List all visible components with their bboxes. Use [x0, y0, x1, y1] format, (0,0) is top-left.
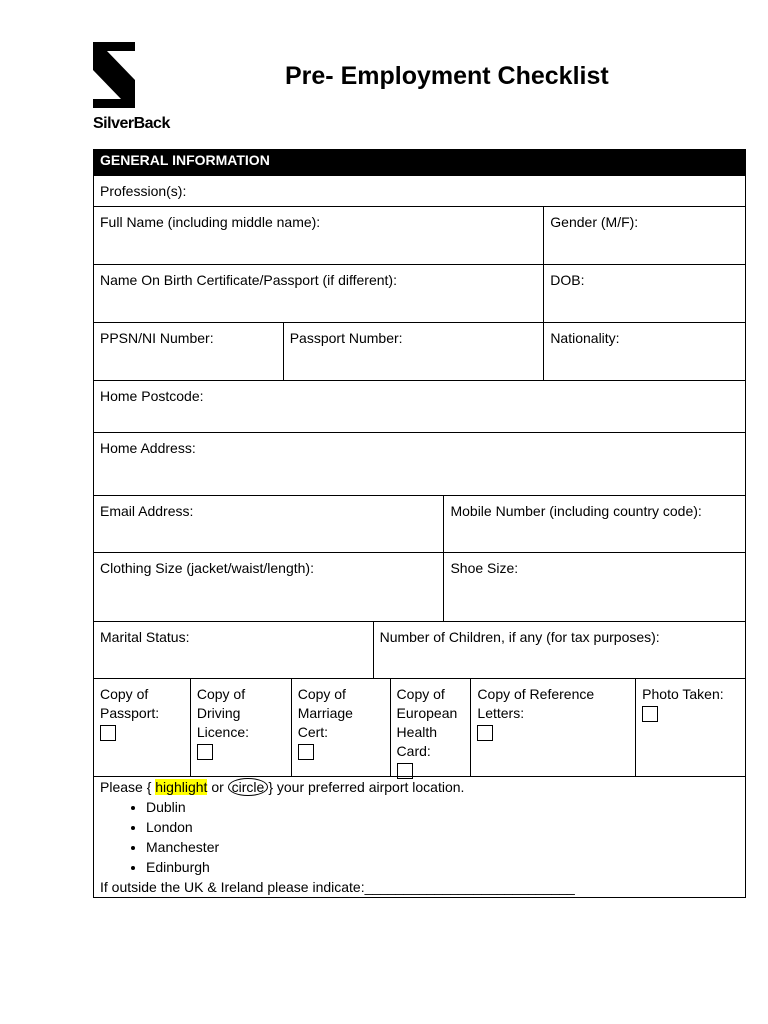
- marital-status-field[interactable]: [94, 622, 374, 678]
- doc-label-line: Copy of: [100, 686, 149, 702]
- airport-list: [100, 797, 739, 877]
- doc-marriage-cert: [292, 679, 391, 776]
- doc-label-line: Card:: [396, 743, 431, 759]
- airport-option-manchester[interactable]: • Manchester: [146, 837, 739, 857]
- home-postcode-field[interactable]: [94, 381, 746, 432]
- instruction-suffix: } your preferred airport location.: [268, 779, 465, 795]
- passport-checkbox[interactable]: [100, 725, 116, 741]
- dob-field[interactable]: [544, 265, 746, 322]
- doc-label-line: Licence:: [196, 724, 250, 740]
- doc-label-line: Health: [396, 724, 438, 740]
- ppsn-label: PPSN/NI Number:: [100, 330, 214, 346]
- dob-label: DOB:: [550, 272, 585, 288]
- doc-label-line: Marriage: [297, 705, 353, 721]
- doc-photo-taken: [636, 679, 746, 776]
- children-field[interactable]: [374, 622, 746, 678]
- silverback-logo-icon: [93, 42, 135, 108]
- doc-label-line: Letters:: [477, 705, 525, 721]
- doc-label-line: Photo Taken:: [642, 686, 724, 702]
- doc-label-line: Copy of Reference: [477, 686, 595, 702]
- doc-label-line: Passport:: [100, 705, 160, 721]
- doc-passport: [94, 679, 191, 776]
- instruction-prefix: Please {: [100, 779, 152, 795]
- home-address-label: Home Address:: [100, 440, 196, 456]
- home-address-field[interactable]: [94, 433, 746, 495]
- gender-label: Gender (M/F):: [550, 214, 639, 230]
- doc-reference-letters: [471, 679, 636, 776]
- or-word: or: [211, 779, 224, 795]
- outside-uk-line: [100, 877, 739, 897]
- marriage-cert-checkbox[interactable]: [298, 744, 314, 760]
- mobile-label: Mobile Number (including country code):: [450, 503, 702, 519]
- doc-label-line: Copy of: [396, 686, 445, 702]
- home-postcode-label: Home Postcode:: [100, 388, 204, 404]
- airport-option-edinburgh[interactable]: • Edinburgh: [146, 857, 739, 877]
- doc-label-line: European: [396, 705, 458, 721]
- logo-text: SilverBack: [93, 115, 170, 132]
- nationality-label: Nationality:: [550, 330, 620, 346]
- airport-section: [93, 777, 746, 898]
- outside-uk-prompt: If outside the UK & Ireland please indicate:: [100, 879, 365, 895]
- doc-label-line: Driving: [196, 705, 241, 721]
- full-name-label: Full Name (including middle name):: [100, 214, 321, 230]
- reference-letters-checkbox[interactable]: [477, 725, 493, 741]
- doc-label-line: Copy of: [297, 686, 346, 702]
- doc-label-line: Copy of: [196, 686, 246, 702]
- airport-option-dublin[interactable]: • Dublin: [146, 797, 739, 817]
- clothing-size-field[interactable]: [94, 553, 444, 621]
- section-header: GENERAL INFORMATION: [93, 149, 746, 176]
- circle-word: circle: [228, 778, 269, 796]
- airport-instruction: [100, 777, 739, 797]
- gender-field[interactable]: [544, 207, 746, 264]
- profession-label: Profession(s):: [100, 183, 187, 199]
- highlight-word: highlight: [155, 779, 208, 795]
- full-name-field[interactable]: [94, 207, 544, 264]
- shoe-size-label: Shoe Size:: [450, 560, 519, 576]
- clothing-size-label: Clothing Size (jacket/waist/length):: [100, 560, 314, 576]
- doc-label-line: Cert:: [297, 724, 329, 740]
- ppsn-field[interactable]: [94, 323, 284, 380]
- shoe-size-field[interactable]: [444, 553, 746, 621]
- page-title: Pre- Employment Checklist: [285, 62, 609, 90]
- outside-uk-blank[interactable]: ___________________________: [364, 879, 575, 895]
- passport-number-field[interactable]: [284, 323, 545, 380]
- checklist-form: [93, 149, 746, 898]
- birth-name-field[interactable]: [94, 265, 544, 322]
- email-field[interactable]: [94, 496, 444, 552]
- doc-health-card: [391, 679, 472, 776]
- birth-name-label: Name On Birth Certificate/Passport (if different):: [100, 272, 397, 288]
- passport-number-label: Passport Number:: [289, 330, 403, 346]
- doc-driving-licence: [191, 679, 292, 776]
- marital-status-label: Marital Status:: [100, 629, 190, 645]
- mobile-field[interactable]: [444, 496, 746, 552]
- photo-taken-checkbox[interactable]: [642, 706, 658, 722]
- profession-field[interactable]: [94, 176, 746, 206]
- email-label: Email Address:: [100, 503, 194, 519]
- driving-licence-checkbox[interactable]: [197, 744, 213, 760]
- nationality-field[interactable]: [544, 323, 746, 380]
- airport-option-london[interactable]: • London: [146, 817, 739, 837]
- children-label: Number of Children, if any (for tax purposes):: [379, 629, 660, 645]
